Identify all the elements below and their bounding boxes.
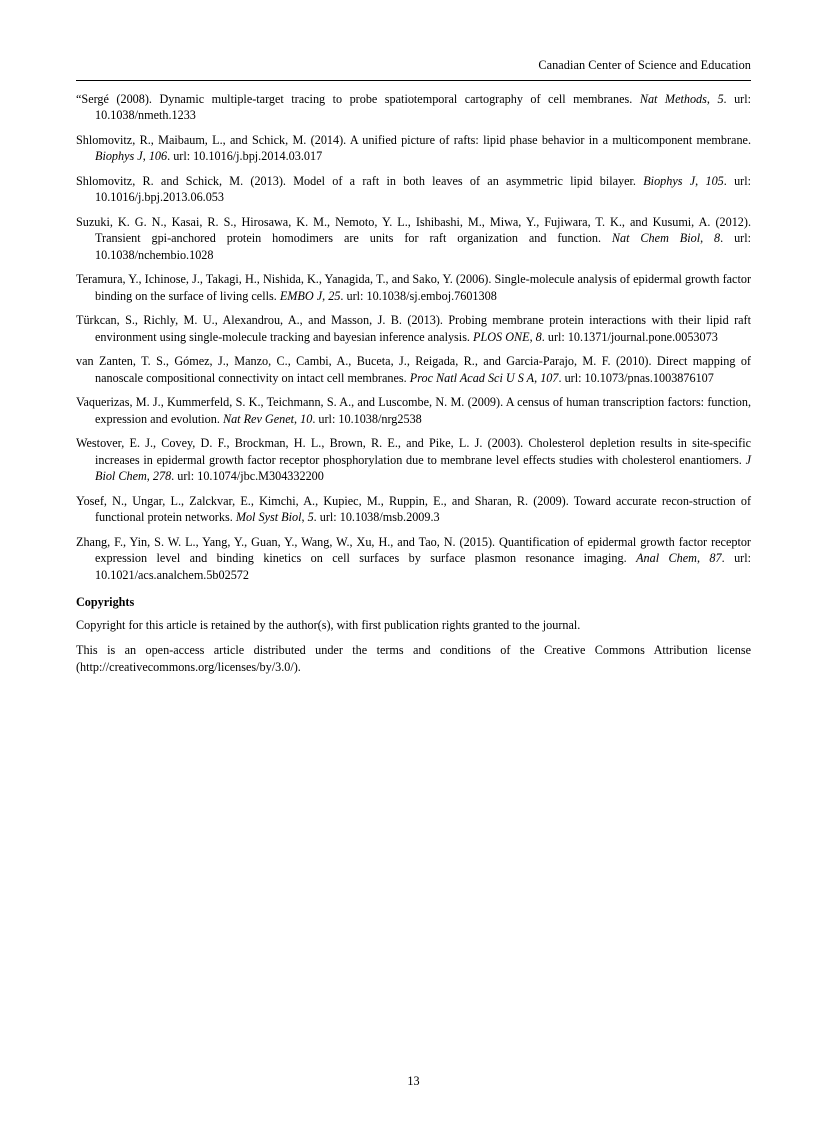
reference-text: . url: 10.1038/nchembio.1028	[95, 231, 751, 262]
reference-text: . url: 10.1371/journal.pone.0053073	[541, 329, 718, 344]
reference-italic-text: Nat Methods	[639, 92, 707, 106]
page-number: 13	[407, 1074, 420, 1088]
reference-italic-text: 278	[152, 469, 172, 484]
reference-entry	[76, 214, 751, 263]
reference-italic-text: Anal Chem	[636, 551, 697, 566]
header-rule	[76, 80, 751, 81]
reference-text: Westover, E. J., Covey, D. F., Brockman, H. L., Brown, R. E., and Pike, L. J. (2003). Cholesterol depletion results in site-specific increases in epidermal growth factor receptor phosphorylation due to membrane level effects studies with cholesterol enantiomers.	[76, 436, 751, 467]
reference-text: ,	[700, 231, 715, 246]
reference-italic-text: 10	[300, 411, 313, 426]
reference-text: Yosef, N., Ungar, L., Zalckvar, E., Kimchi, A., Kupiec, M., Ruppin, E., and Sharan, R. (2009). Toward accurate recon-struction of functional protein networks.	[76, 493, 751, 525]
reference-text: ,	[696, 551, 710, 566]
reference-text: . url: 10.1038/msb.2009.3	[313, 510, 440, 525]
reference-text: . url: 10.1021/acs.analchem.5b02572	[95, 551, 751, 582]
reference-text: . url: 10.1074/jbc.M304332200	[171, 469, 324, 484]
reference-italic-text: 5	[307, 510, 314, 525]
reference-italic-text: 8	[714, 231, 721, 246]
copyrights-heading: Copyrights	[76, 595, 135, 610]
reference-text: ,	[695, 174, 706, 188]
reference-italic-text: Nat Chem Biol	[611, 231, 701, 246]
reference-text: Suzuki, K. G. N., Kasai, R. S., Hirosawa, K. M., Nemoto, Y. L., Ishibashi, M., Miwa, Y., Fujiwara, T. K., and Kusumi, A. (2012). Transient gpi-anchored protein homodimers are units for raft organization and function.	[76, 215, 751, 246]
reference-text: ,	[301, 510, 308, 525]
reference-entry	[76, 132, 751, 165]
reference-italic-text: Biophys J	[95, 149, 143, 164]
reference-text: ,	[534, 370, 541, 385]
reference-italic-text: J Biol Chem	[95, 452, 751, 484]
copyright-paragraph-2: This is an open-access article distributed under the terms and conditions of the Creative Commons Attribution license (http://creativecommons.org/licenses/by/3.0/).	[76, 643, 751, 674]
reference-italic-text: EMBO J	[279, 288, 323, 303]
reference-italic-text: Nat Rev Genet	[222, 411, 295, 426]
reference-entry	[76, 394, 751, 427]
reference-entry	[76, 493, 751, 526]
reference-text: . url: 10.1016/j.bpj.2013.06.053	[95, 174, 751, 205]
reference-text: van Zanten, T. S., Gómez, J., Manzo, C., Cambi, A., Buceta, J., Reigada, R., and Garcia-Parajo, M. F. (2010). Direct mapping of nanoscale compositional connectivity on intact cell membranes.	[76, 354, 751, 385]
reference-italic-text: PLOS ONE	[473, 329, 530, 344]
reference-text: ,	[294, 411, 301, 426]
reference-entry	[76, 91, 751, 124]
reference-text: Vaquerizas, M. J., Kummerfeld, S. K., Teichmann, S. A., and Luscombe, N. M. (2009). A census of human transcription factors: function, expression and evolution.	[76, 395, 751, 426]
copyright-paragraph-1: Copyright for this article is retained by the author(s), with first publication rights granted to the journal.	[76, 618, 581, 633]
reference-text: ,	[146, 469, 153, 484]
reference-text: Teramura, Y., Ichinose, J., Takagi, H., Nishida, K., Yanagida, T., and Sako, Y. (2006). Single-molecule analysis of epidermal growth factor binding on the surface of living cells.	[76, 272, 751, 303]
reference-italic-text: 107	[540, 370, 559, 385]
reference-italic-text: Mol Syst Biol	[235, 510, 302, 525]
reference-italic-text: 105	[705, 174, 724, 188]
reference-italic-text: Proc Natl Acad Sci U S A	[409, 370, 535, 385]
reference-text: . url: 10.1038/sj.emboj.7601308	[340, 288, 497, 303]
reference-entry	[76, 435, 751, 484]
reference-text: ,	[706, 92, 718, 106]
reference-text: Shlomovitz, R. and Schick, M. (2013). Model of a raft in both leaves of an asymmetric lipid bilayer.	[76, 174, 644, 188]
running-header: Canadian Center of Science and Education	[538, 58, 751, 72]
reference-italic-text: 8	[535, 329, 542, 344]
reference-text: . url: 10.1016/j.bpj.2014.03.017	[167, 149, 323, 164]
reference-entry	[76, 271, 751, 304]
reference-text: ,	[322, 288, 329, 303]
reference-text: . url: 10.1038/nrg2538	[312, 411, 422, 426]
reference-text: ,	[529, 329, 536, 344]
reference-list	[76, 91, 751, 583]
reference-text: Shlomovitz, R., Maibaum, L., and Schick, M. (2014). A unified picture of rafts: lipid phase behavior in a multicomponent membrane.	[76, 133, 751, 147]
reference-entry	[76, 534, 751, 583]
page-content	[76, 91, 751, 675]
reference-text: Türkcan, S., Richly, M. U., Alexandrou, A., and Masson, J. B. (2013). Probing membrane protein interactions with their lipid raft environment using single-molecule tracking and bayesian inference analysis.	[76, 313, 751, 344]
reference-entry	[76, 173, 751, 206]
reference-text: . url: 10.1073/pnas.1003876107	[558, 370, 714, 385]
reference-italic-text: 106	[148, 149, 168, 164]
reference-italic-text: 5	[717, 92, 724, 106]
reference-italic-text: 87	[709, 551, 722, 566]
reference-text: Zhang, F., Yin, S. W. L., Yang, Y., Guan, Y., Wang, W., Xu, H., and Tao, N. (2015). Quantification of epidermal growth factor receptor expression level and binding kinetics on cell surfaces by surface plasmon resonance imaging.	[76, 534, 751, 566]
reference-text: . url: 10.1038/nmeth.1233	[95, 92, 751, 123]
reference-text: ,	[142, 149, 149, 164]
reference-text: “Sergé (2008). Dynamic multiple-target tracing to probe spatiotemporal cartography of cell membranes.	[76, 92, 640, 106]
reference-entry	[76, 312, 751, 345]
reference-entry	[76, 353, 751, 386]
reference-italic-text: Biophys J	[643, 174, 696, 188]
reference-italic-text: 25	[328, 288, 341, 303]
